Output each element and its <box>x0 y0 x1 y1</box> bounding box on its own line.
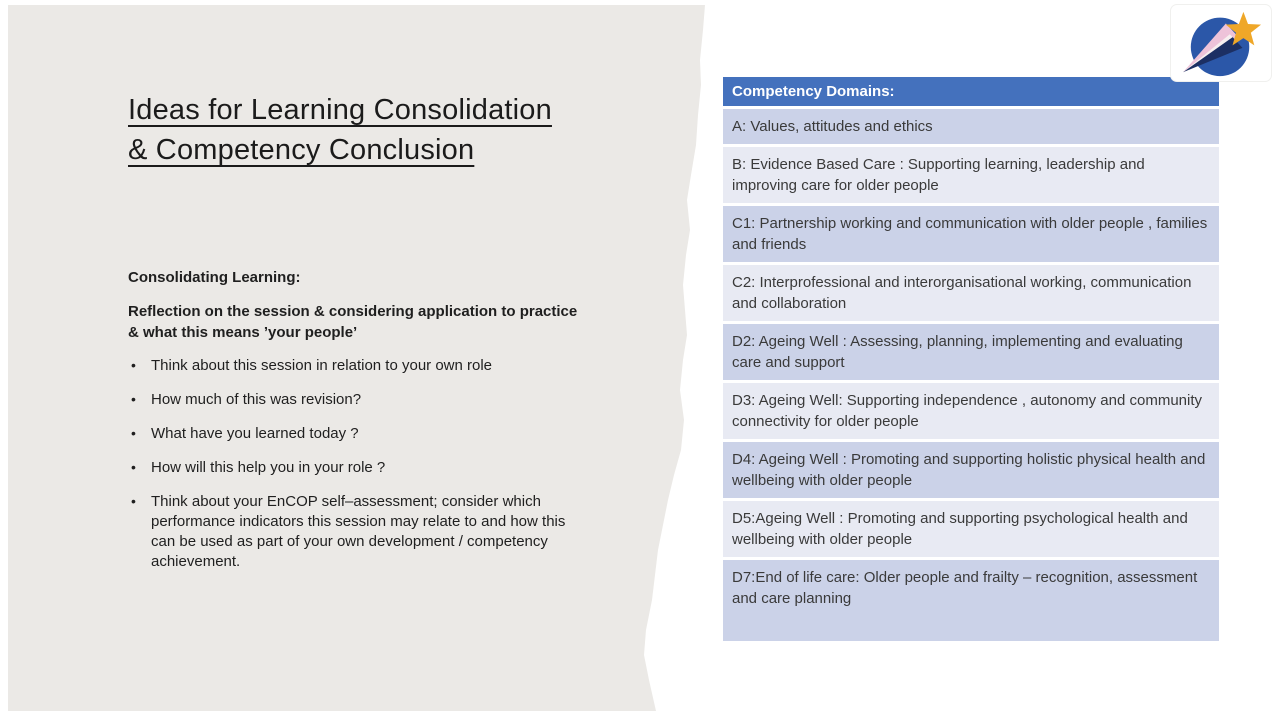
page-title-line-2: & Competency Conclusion <box>128 134 475 166</box>
bullet-text: Think about this session in relation to your own role <box>151 357 493 374</box>
competency-domains-table <box>723 77 1219 644</box>
table-row-d2: D2: Ageing Well : Assessing, planning, implementing and evaluating care and support <box>723 324 1219 380</box>
bullet-icon: • <box>131 459 136 475</box>
page-title <box>128 90 668 170</box>
consolidating-learning-heading: Consolidating Learning: <box>128 269 301 286</box>
shooting-star-logo <box>1170 4 1272 82</box>
list-item <box>128 356 584 376</box>
table-row-c1: C1: Partnership working and communication with older people , families and friends <box>723 206 1219 262</box>
list-item <box>128 458 584 478</box>
body-text-block <box>128 268 584 586</box>
list-item <box>128 390 584 410</box>
bullet-icon: • <box>131 425 136 441</box>
list-item <box>128 492 584 572</box>
table-header: Competency Domains: <box>723 77 1219 106</box>
bullet-list <box>128 356 584 572</box>
bullet-text: What have you learned today ? <box>151 425 359 442</box>
page-title-line-1: Ideas for Learning Consolidation <box>128 94 552 126</box>
bullet-text: Think about your EnCOP self–assessment; consider which performance indicators this session may relate to and how this can be used as part of your own development / competency achievement. <box>151 493 566 570</box>
bullet-icon: • <box>131 357 136 373</box>
bullet-text: How much of this was revision? <box>151 391 362 408</box>
table-row-d3: D3: Ageing Well: Supporting independence , autonomy and community connectivity for older people <box>723 383 1219 439</box>
bullet-text: How will this help you in your role ? <box>151 459 386 476</box>
shooting-star-icon <box>1171 5 1271 81</box>
bullet-icon: • <box>131 493 136 509</box>
bullet-icon: • <box>131 391 136 407</box>
table-row-d4: D4: Ageing Well : Promoting and supporting holistic physical health and wellbeing with older people <box>723 442 1219 498</box>
table-row-b: B: Evidence Based Care : Supporting learning, leadership and improving care for older people <box>723 147 1219 203</box>
reflection-paragraph: Reflection on the session & considering application to practice & what this means ’your people’ <box>128 303 578 341</box>
table-row-d5: D5:Ageing Well : Promoting and supporting psychological health and wellbeing with older people <box>723 501 1219 557</box>
table-row-c2: C2: Interprofessional and interorganisational working, communication and collaboration <box>723 265 1219 321</box>
list-item <box>128 424 584 444</box>
table-row-d7: D7:End of life care: Older people and frailty – recognition, assessment and care planning <box>723 560 1219 641</box>
table-row-a: A: Values, attitudes and ethics <box>723 109 1219 144</box>
